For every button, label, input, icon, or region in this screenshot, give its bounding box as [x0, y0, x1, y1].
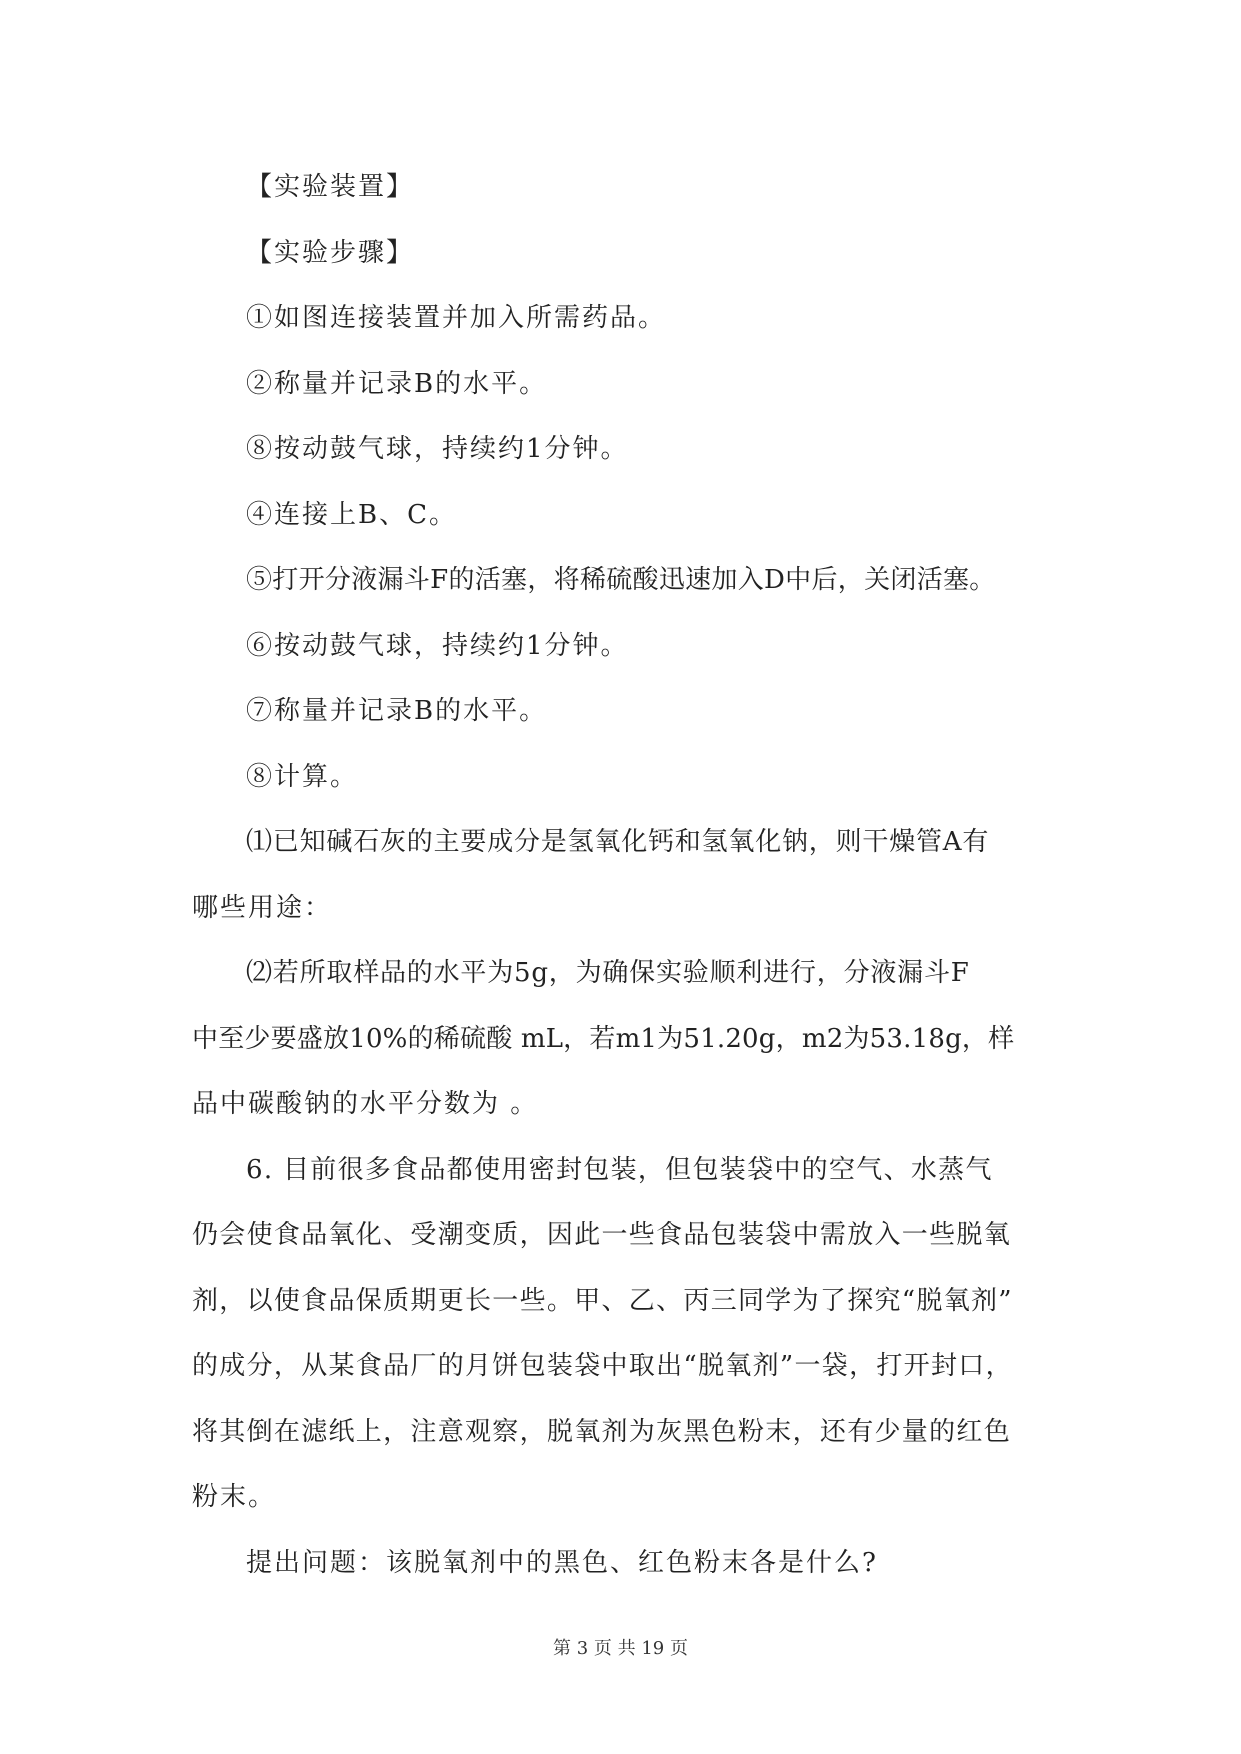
step-7: ⑦称量并记录B的水平。: [246, 696, 548, 726]
question-prompt: 提出问题：该脱氧剂中的黑色、红色粉末各是什么?: [246, 1547, 878, 1578]
heading-experiment-apparatus: 【实验装置】: [246, 172, 415, 202]
step-5: ⑤打开分液漏斗F的活塞，将稀硫酸迅速加入D中后，关闭活塞。: [246, 565, 996, 595]
heading-experiment-steps: 【实验步骤】: [246, 237, 415, 268]
problem-6-line-5: 将其倒在滤纸上，注意观察，脱氧剂为灰黑色粉末，还有少量的红色: [192, 1416, 1012, 1447]
step-1: ①如图连接装置并加入所需药品。: [246, 303, 667, 333]
question-1-line-1: ⑴已知碱石灰的主要成分是氢氧化钙和氢氧化钠，则干燥管A有: [246, 827, 990, 857]
document-body: [192, 155, 1052, 1596]
problem-6-line-2: 仍会使食品氧化、受潮变质，因此一些食品包装袋中需放入一些脱氧: [192, 1220, 1012, 1250]
step-2: ②称量并记录B的水平。: [246, 368, 548, 399]
problem-6-line-6: 粉末。: [192, 1482, 277, 1512]
step-6: ⑥按动鼓气球，持续约1分钟。: [246, 630, 629, 661]
page-footer: 第 3 页 共 19 页: [553, 1638, 688, 1659]
question-2-line-2: 中至少要盛放10%的稀硫酸 mL，若m1为51.20g，m2为53.18g，样: [192, 1023, 1015, 1054]
question-2-line-1: ⑵若所取样品的水平为5g，为确保实验顺利进行，分液漏斗F: [246, 958, 970, 988]
step-4: ④连接上B、C。: [246, 499, 458, 530]
question-2-line-3: 品中碳酸钠的水平分数为 。: [192, 1089, 539, 1119]
question-1-line-2: 哪些用途：: [192, 892, 333, 923]
step-8: ⑧计算。: [246, 761, 359, 792]
step-3: ⑧按动鼓气球，持续约1分钟。: [246, 434, 629, 464]
problem-6-line-1: 6. 目前很多食品都使用密封包装，但包装袋中的空气、水蒸气: [246, 1154, 993, 1185]
problem-6-line-4: 的成分，从某食品厂的月饼包装袋中取出“脱氧剂”一袋，打开封口，: [192, 1351, 1013, 1381]
problem-6-line-3: 剂，以使食品保质期更长一些。甲、乙、丙三同学为了探究“脱氧剂”: [192, 1285, 1013, 1316]
